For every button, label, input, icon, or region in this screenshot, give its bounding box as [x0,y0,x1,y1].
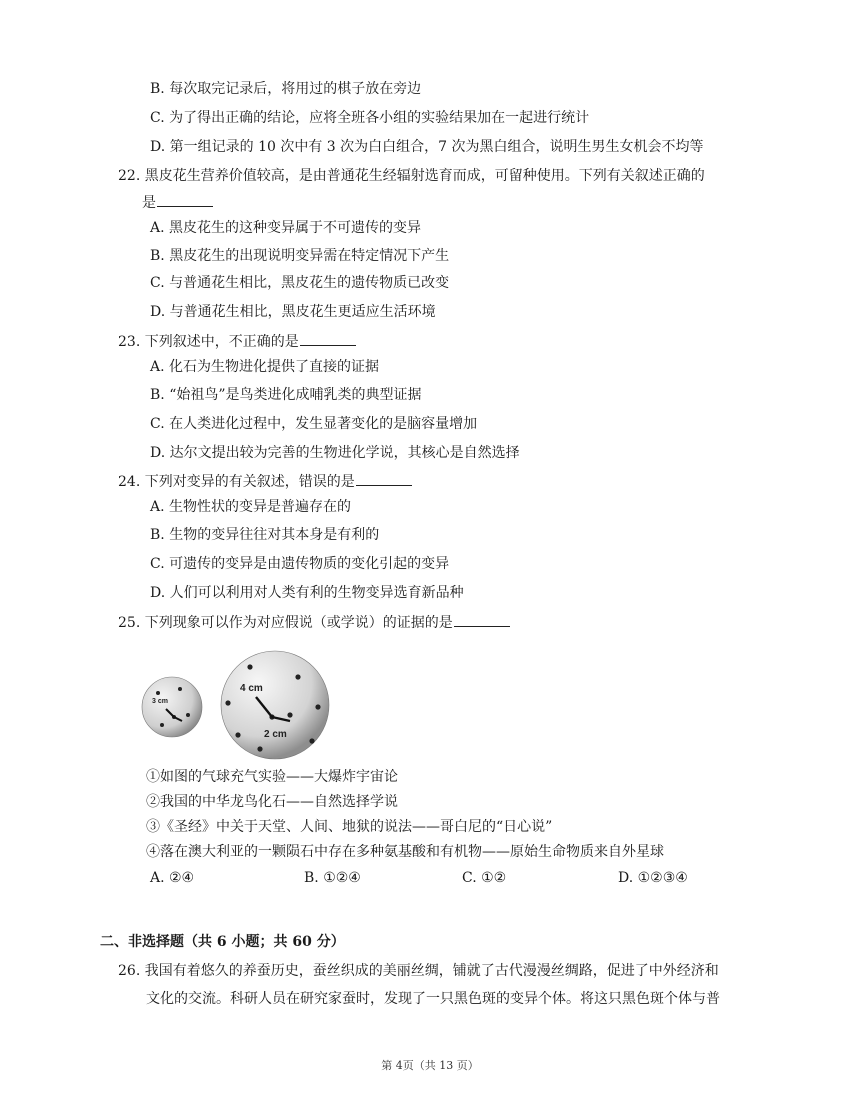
q23-option-b: B. “始祖鸟”是鸟类进化成哺乳类的典型证据 [150,387,422,403]
large-balloon-bottom-label: 2 cm [264,729,287,740]
balloon-expansion-figure [140,645,340,763]
q22-stem-line2: 是 [142,192,213,213]
large-balloon-top-label: 4 cm [240,683,263,694]
answer-blank [300,331,356,346]
q24-option-d: D. 人们可以利用对人类有利的生物变异选育新品种 [150,585,464,601]
answer-blank [157,192,213,207]
q24-option-b: B. 生物的变异往往对其本身是有利的 [150,527,380,543]
q24-option-a: A. 生物性状的变异是普遍存在的 [150,499,352,515]
q22-option-c: C. 与普通花生相比，黑皮花生的遗传物质已改变 [150,275,450,291]
q23-option-a: A. 化石为生物进化提供了直接的证据 [150,359,380,375]
large-balloon [221,651,329,759]
q23-option-d: D. 达尔文提出较为完善的生物进化学说，其核心是自然选择 [150,445,520,461]
q22-option-b: B. 黑皮花生的出现说明变异需在特定情况下产生 [150,248,450,264]
q25-stem: 25. 下列现象可以作为对应假说（或学说）的证据的是 [118,612,510,633]
small-balloon [142,677,202,737]
q25-item-1: ①如图的气球充气实验——大爆炸宇宙论 [146,769,398,785]
q23-stem: 23. 下列叙述中，不正确的是 [118,331,356,352]
section-title: 二、非选择题（共 6 小题；共 60 分） [100,934,345,950]
answer-blank [454,612,510,627]
q24-option-c: C. 可遗传的变异是由遗传物质的变化引起的变异 [150,556,450,572]
answer-blank [356,471,412,486]
q25-choice-d: D. ①②③④ [618,870,688,886]
q25-choice-b: B. ①②④ [304,870,361,886]
page-footer: 第 4页（共 13 页） [381,1059,479,1072]
q22-stem-line1: 22. 黑皮花生营养价值较高，是由普通花生经辐射选育而成，可留种使用。下列有关叙述正确的 [118,168,705,184]
q26-line2: 文化的交流。科研人员在研究家蚕时，发现了一只黑色斑的变异个体。将这只黑色斑个体与普 [146,991,720,1007]
q25-item-3: ③《圣经》中关于天堂、人间、地狱的说法——哥白尼的“日心说” [146,819,553,835]
q22-option-d: D. 与普通花生相比，黑皮花生更适应生活环境 [150,304,436,320]
q21-option-b: B. 每次取完记录后，将用过的棋子放在旁边 [150,81,422,97]
q25-choice-c: C. ①② [462,870,507,886]
q22-option-a: A. 黑皮花生的这种变异属于不可遗传的变异 [150,220,422,236]
q25-item-4: ④落在澳大利亚的一颗陨石中存在多种氨基酸和有机物——原始生命物质来自外星球 [146,844,664,860]
q21-option-d: D. 第一组记录的 10 次中有 3 次为白白组合，7 次为黑白组合，说明生男生女机会不均等 [150,139,704,155]
q23-option-c: C. 在人类进化过程中，发生显著变化的是脑容量增加 [150,416,478,432]
q21-option-c: C. 为了得出正确的结论，应将全班各小组的实验结果加在一起进行统计 [150,110,590,126]
q24-stem: 24. 下列对变异的有关叙述，错误的是 [118,471,412,492]
q25-choice-a: A. ②④ [150,870,195,886]
q25-choices [150,868,710,888]
small-balloon-label: 3 cm [152,698,168,705]
q26-line1: 26. 我国有着悠久的养蚕历史，蚕丝织成的美丽丝绸，铺就了古代漫漫丝绸路，促进了中外经济和 [118,963,719,979]
q25-item-2: ②我国的中华龙鸟化石——自然选择学说 [146,794,398,810]
